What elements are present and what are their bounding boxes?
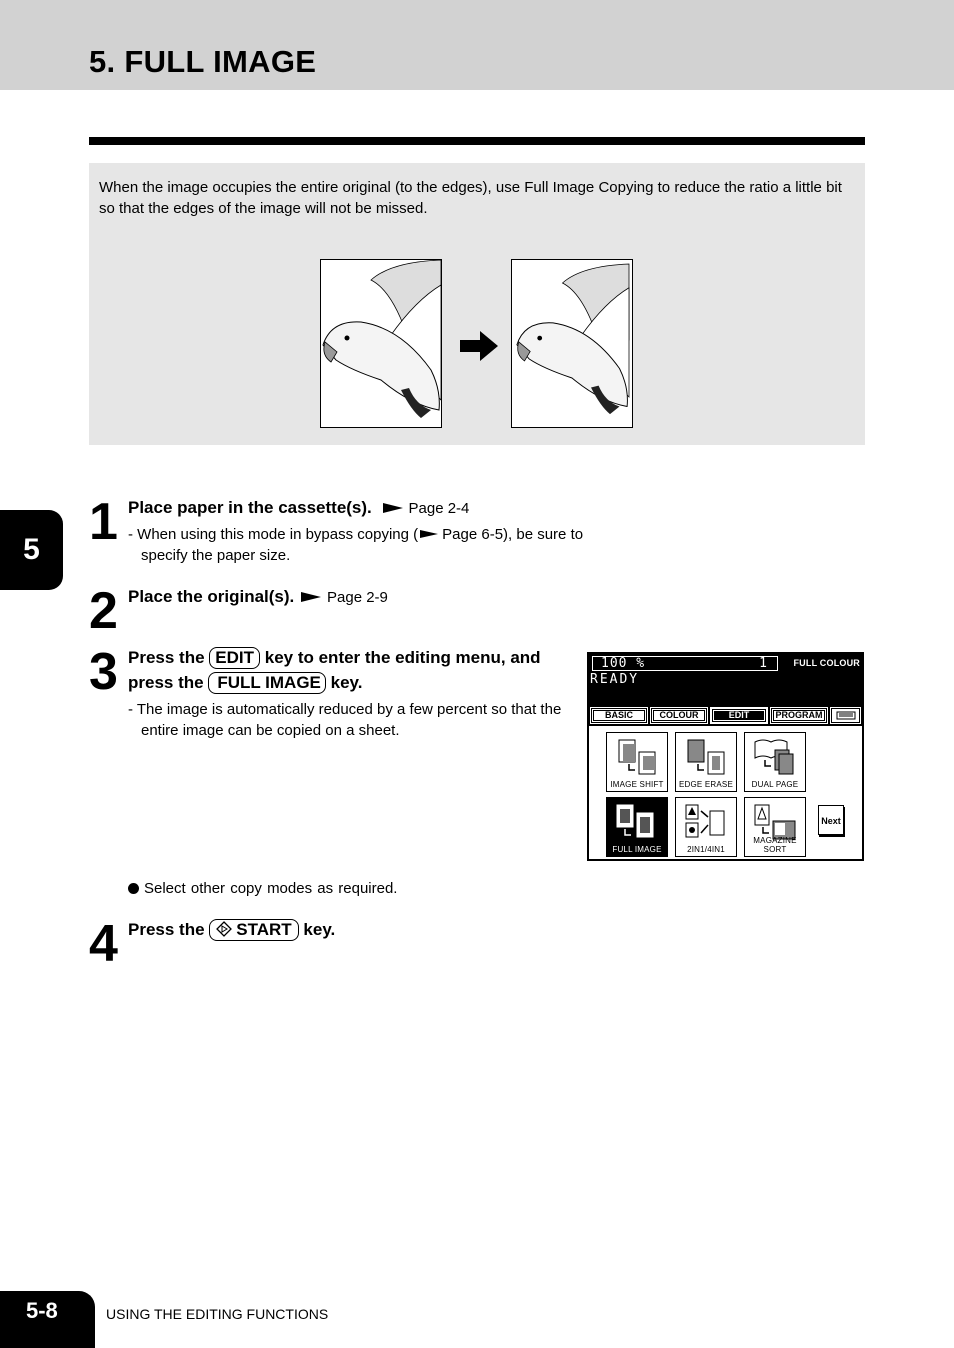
step-3-title-part-a: Press the [128,648,205,667]
magazine-sort-label: MAGAZINE SORT [753,836,797,854]
full-image-key: FULL IMAGE [208,672,326,694]
arrow-right-icon [460,331,498,361]
2in1-4in1-button[interactable] [675,797,737,857]
control-panel-display [587,652,864,861]
next-button[interactable]: Next [818,805,844,835]
step-4-title-part-b: key. [303,920,336,939]
tab-edit[interactable] [711,708,767,723]
section-rule [89,137,865,145]
step-1-page-ref: Page 2-4 [408,500,470,517]
step-1-note-text: - When using this mode in bypass copying ( [128,526,419,543]
edge-erase-icon [684,738,728,778]
tab-basic-label: BASIC [593,710,645,721]
2in1-4in1-icon [684,803,728,843]
step-3-title-part-c: key. [330,673,363,692]
step-1-note-ref: Page 6-5), be sure to specify the paper size. [141,526,584,564]
step-4-title-part-a: Press the [128,920,205,939]
reduced-image-illustration [511,259,633,428]
step-4-number: 4 [89,915,116,973]
reference-arrow-icon [383,503,403,513]
page-number: 5-8 [26,1298,58,1323]
dual-page-icon [753,738,797,778]
start-key-label: START [236,920,292,939]
edge-erase-label: EDGE ERASE [678,780,733,789]
original-image-illustration [320,259,442,428]
dual-page-label: DUAL PAGE [751,780,799,789]
chapter-tab: 5 [0,510,63,590]
step-3-title-part-b: key to enter the editing menu, and press the [128,648,541,692]
step-4-title [128,917,335,942]
bullet-icon [128,883,139,894]
ratio-field [592,656,778,671]
step-3-title [128,645,578,695]
copy-count: 1 [759,656,767,671]
step-2-page-ref: Page 2-9 [327,589,388,606]
bullet-text: Select other copy modes as required. [144,880,398,897]
step-1-title-text: Place paper in the cassette(s). [128,498,372,517]
color-mode-label: FULL COLOUR [793,658,860,668]
tab-colour-label: COLOUR [653,710,705,721]
reference-arrow-icon [301,592,321,602]
step-1-title [128,495,469,521]
intro-box [89,163,865,445]
image-shift-button[interactable] [606,732,668,792]
tab-edit-label: EDIT [713,710,765,721]
start-diamond-icon [216,921,232,937]
magazine-sort-button[interactable] [744,797,806,857]
step-2-title-text: Place the original(s). [128,587,295,606]
tab-program-label: PROGRAM [773,710,825,721]
full-image-icon [615,803,659,843]
step-1-number: 1 [89,493,116,551]
dual-page-button[interactable] [744,732,806,792]
step-1-note [128,524,591,566]
bullet-note [128,880,397,897]
ratio-value: 100 % [601,656,646,671]
footer-section-title: USING THE EDITING FUNCTIONS [106,1306,329,1322]
edge-erase-button[interactable] [675,732,737,792]
2in1-4in1-label: 2IN1/4IN1 [687,845,725,854]
image-shift-icon [615,738,659,778]
full-image-label: FULL IMAGE [612,845,662,854]
step-2-title [128,584,388,610]
page-title: 5. FULL IMAGE [89,44,317,79]
image-shift-label: IMAGE SHIFT [610,780,664,789]
lcd-status-area [589,654,862,704]
tab-colour[interactable] [651,708,707,723]
step-3-number: 3 [89,643,116,701]
tab-program[interactable] [771,708,827,723]
reference-arrow-icon [420,530,438,538]
intro-text: When the image occupies the entire original (to the edges), use Full Image Copying to reduce the ratio a little bit so that the edges of the image will not be missed. [99,179,842,217]
tab-basic[interactable] [591,708,647,723]
start-key [209,919,298,941]
tab-template-icon[interactable] [831,708,860,723]
panel-tab-bar [589,704,862,726]
step-2-number: 2 [89,582,116,640]
full-image-button[interactable] [606,797,668,857]
step-3-note: - The image is automatically reduced by a few percent so that the entire image can be copied on a sheet. [128,701,562,739]
ready-status: READY [590,672,640,687]
edit-key: EDIT [209,647,260,669]
